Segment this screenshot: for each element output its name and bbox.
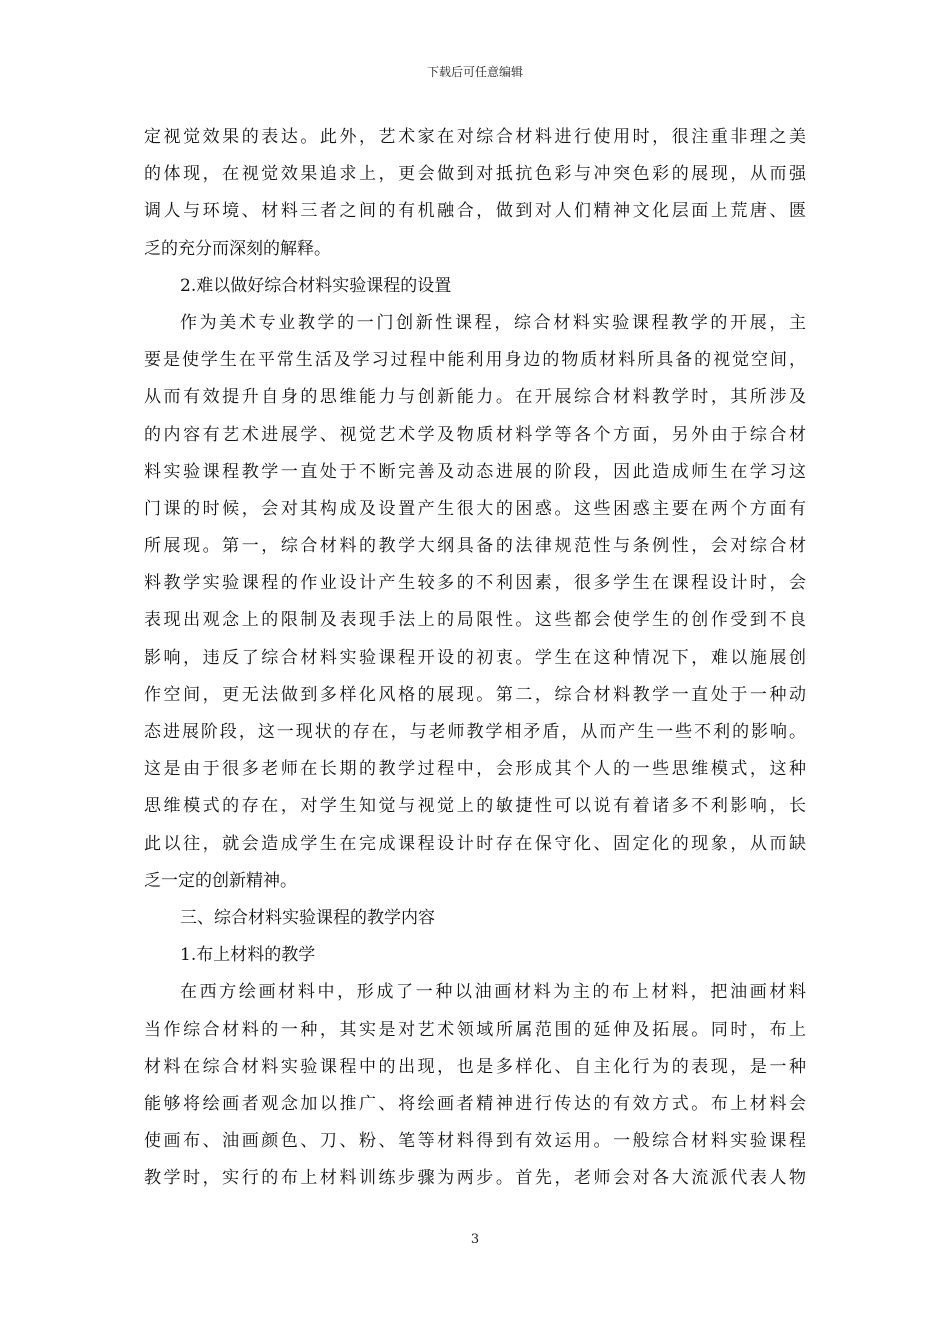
page-header: 下载后可任意编辑 xyxy=(426,65,523,79)
text-line: 态进展阶段，这一现状的存在，与老师教学相矛盾，从而产生一些不利的影响。 xyxy=(144,722,806,742)
text-line: 教学时，实行的布上材料训练步骤为两步。首先，老师会对各大流派代表人物 xyxy=(144,1168,806,1189)
text-line: 作空间，更无法做到多样化风格的展现。第二，综合材料教学一直处于一种动 xyxy=(144,684,806,705)
text-line: 使画布、油画颜色、刀、粉、笔等材料得到有效运用。一般综合材料实验课程 xyxy=(144,1131,806,1152)
subsection-heading: 1.布上材料的教学 xyxy=(180,945,316,966)
text-line: 料实验课程教学一直处于不断完善及动态进展的阶段，因此造成师生在学习这 xyxy=(144,461,806,482)
text-line: 在西方绘画材料中，形成了一种以油画材料为主的布上材料，把油画材料 xyxy=(180,982,806,1003)
text-line: 料教学实验课程的作业设计产生较多的不利因素，很多学生在课程设计时，会 xyxy=(144,573,806,594)
text-line: 门课的时候，会对其构成及设置产生很大的困惑。这些困惑主要在两个方面有 xyxy=(144,498,806,519)
text-line: 的体现，在视觉效果追求上，更会做到对抵抗色彩与冲突色彩的展现，从而强 xyxy=(144,164,806,185)
text-line: 这是由于很多老师在长期的教学过程中，会形成其个人的一些思维模式，这种 xyxy=(144,759,806,780)
text-line: 要是使学生在平常生活及学习过程中能利用身边的物质材料所具备的视觉空间， xyxy=(144,350,806,371)
text-line: 定视觉效果的表达。此外，艺术家在对综合材料进行使用时，很注重非理之美 xyxy=(144,127,806,147)
text-line: 从而有效提升自身的思维能力与创新能力。在开展综合材料教学时，其所涉及 xyxy=(144,387,806,408)
text-line: 当作综合材料的一种，其实是对艺术领域所属范围的延伸及拓展。同时，布上 xyxy=(144,1019,806,1040)
text-line: 调人与环境、材料三者之间的有机融合，做到对人们精神文化层面上荒唐、匮 xyxy=(144,201,806,222)
text-line: 所展现。第一，综合材料的教学大纲具备的法律规范性与条例性，会对综合材 xyxy=(144,536,806,557)
text-line: 表现出观念上的限制及表现手法上的局限性。这些都会使学生的创作受到不良 xyxy=(144,610,806,631)
section-heading: 三、综合材料实验课程的教学内容 xyxy=(180,907,435,928)
text-line: 思维模式的存在，对学生知觉与视觉上的敏捷性可以说有着诸多不利影响，长 xyxy=(144,796,806,817)
text-line: 乏的充分而深刻的解释。 xyxy=(144,238,331,259)
text-line: 材料在综合材料实验课程中的出现，也是多样化、自主化行为的表现，是一种 xyxy=(144,1056,806,1077)
text-line: 的内容有艺术进展学、视觉艺术学及物质材料学等各个方面，另外由于综合材 xyxy=(144,424,806,445)
section-heading: 2.难以做好综合材料实验课程的设置 xyxy=(180,275,452,296)
text-line: 能够将绘画者观念加以推广、将绘画者精神进行传达的有效方式。布上材料会 xyxy=(144,1093,806,1114)
page-number: 3 xyxy=(470,1232,480,1247)
text-line: 影响，违反了综合材料实验课程开设的初衷。学生在这种情况下，难以施展创 xyxy=(144,647,806,668)
text-line: 此以往，就会造成学生在完成课程设计时存在保守化、固定化的现象，从而缺 xyxy=(144,833,806,854)
text-line: 乏一定的创新精神。 xyxy=(144,870,297,891)
text-line: 作为美术专业教学的一门创新性课程，综合材料实验课程教学的开展，主 xyxy=(180,312,806,333)
document-body xyxy=(144,119,806,1197)
